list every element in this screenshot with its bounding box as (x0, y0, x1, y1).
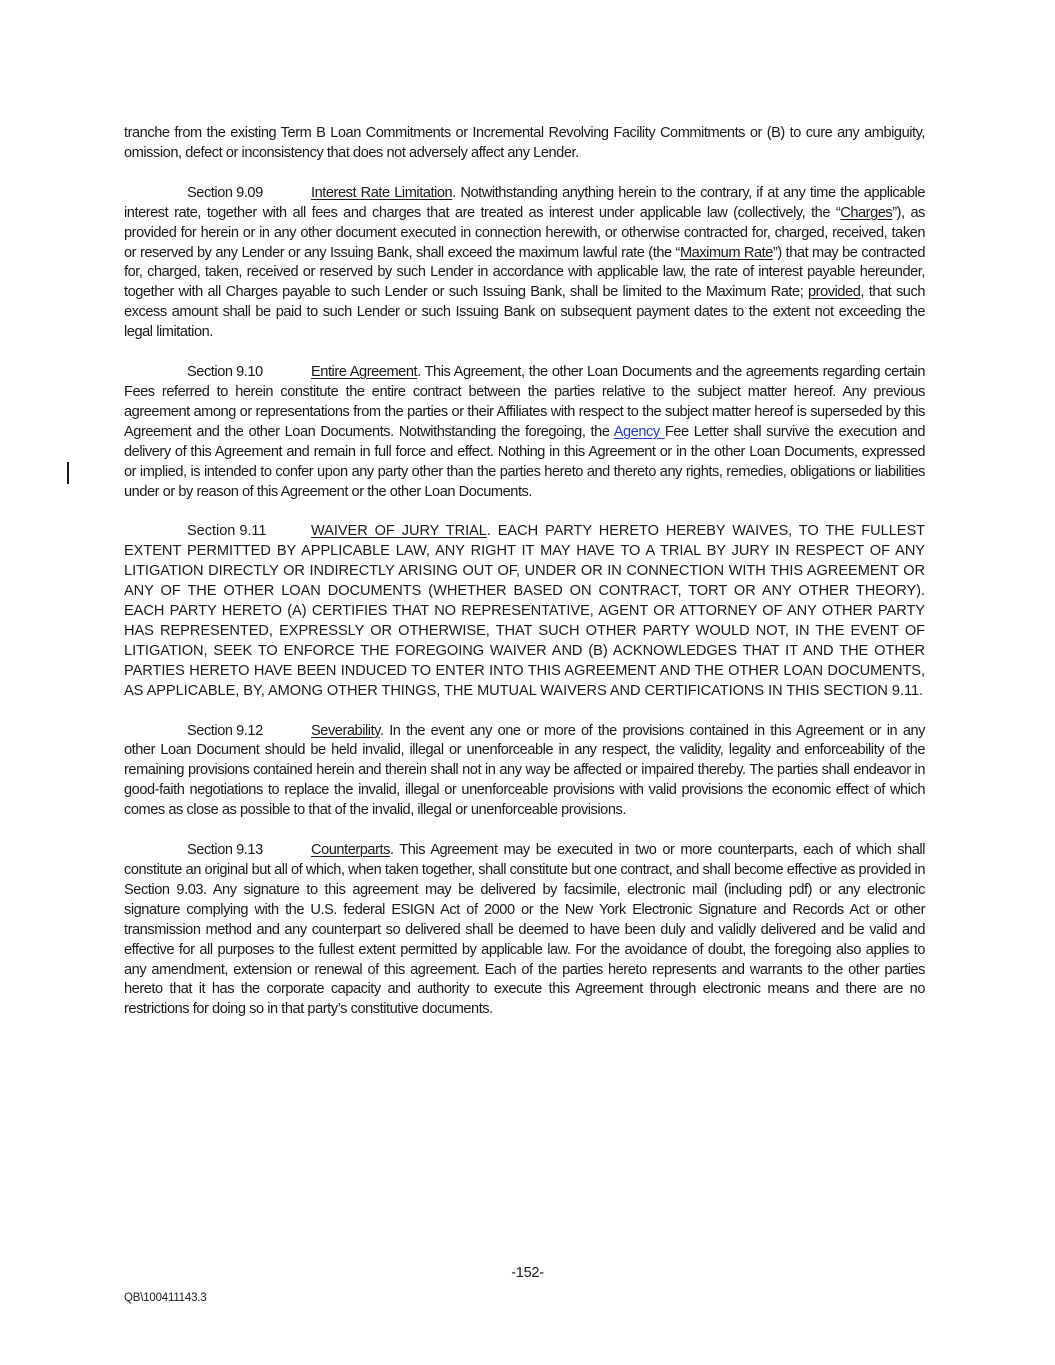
section-title: Severability (311, 722, 380, 739)
intro-paragraph (124, 124, 925, 164)
section-9-09 (124, 184, 925, 343)
agency-link[interactable]: Agency (613, 423, 665, 440)
section-text: . EACH PARTY HERETO HEREBY WAIVES, TO THE FULLEST EXTENT PERMITTED BY APPLICABLE LAW, ANY RIGHT IT MAY HAVE TO A TRIAL BY JURY IN RESPECT OF ANY LITIGATION DIRECTLY OR INDIRECTLY ARISING OUT OF, UNDER OR IN CONNECTION WITH THIS AGREEMENT OR ANY OF THE OTHER LOAN DOCUMENTS (WHETHER BASED ON CONTRACT, TORT OR ANY OTHER THEORY). EACH PARTY HERETO (A) CERTIFIES THAT NO REPRESENTATIVE, AGENT OR ATTORNEY OF ANY OTHER PARTY HAS REPRESENTED, EXPRESSLY OR OTHERWISE, THAT SUCH OTHER PARTY WOULD NOT, IN THE EVENT OF LITIGATION, SEEK TO ENFORCE THE FOREGOING WAIVER AND (B) ACKNOWLEDGES THAT IT AND THE OTHER PARTIES HERETO HAVE BEEN INDUCED TO ENTER INTO THIS AGREEMENT AND THE OTHER LOAN DOCUMENTS, AS APPLICABLE, BY, AMONG OTHER THINGS, THE MUTUAL WAIVERS AND CERTIFICATIONS IN THIS SECTION 9.11. (124, 523, 925, 699)
document-body (124, 124, 925, 1040)
intro-text: tranche from the existing Term B Loan Commitments or Incremental Revolving Facility Commitments or (B) to cure any ambiguity, omission, defect or inconsistency that does not adversely affect any Lender. (124, 125, 925, 161)
section-title: Interest Rate Limitation (311, 184, 453, 201)
section-text: . Notwithstanding anything herein to the contrary, if at any time the applicable interest rate, together with all fees and charges that are treated as interest under applicable law (collectively, the “ (124, 184, 926, 221)
section-text: Fee Letter shall survive the execution and delivery of this Agreement and remain in full force and effect. Nothing in this Agreement or in the other Loan Documents, expressed or implied, is intended to confer upon any party other than the parties hereto and thereto any rights, remedies, obligations or liabilities under or by reason of this Agreement or the other Loan Documents. (124, 423, 925, 500)
section-9-10 (124, 363, 925, 502)
section-text: , that such excess amount shall be paid to such Lender or such Issuing Bank on subsequent payment dates to the extent not exceeding the legal limitation. (124, 284, 925, 341)
section-number: Section 9.10 (187, 364, 263, 381)
section-text: ”), as provided for herein or in any other document executed in connection herewith, or otherwise contracted for, charged, received, taken or reserved by any Lender or any Issuing Bank, shall exceed the maximum lawful rate (the “ (124, 204, 925, 261)
revision-change-bar (67, 462, 69, 484)
section-text: ”) that may be contracted for, charged, taken, received or reserved by such Lender in accordance with applicable law, the rate of interest payable hereunder, together with all Charges payable to such Lender or such Issuing Bank, shall be limited to the Maximum Rate; (124, 244, 925, 301)
term-provided: provided (808, 284, 861, 301)
section-number: Section 9.13 (187, 842, 263, 859)
section-9-12 (124, 722, 925, 822)
section-number: Section 9.11 (187, 523, 267, 540)
section-text: . This Agreement, the other Loan Documents and the agreements regarding certain Fees referred to herein constitute the entire contract between the parties relative to the subject matter hereof. Any previous agreement among or representations from the parties or their Affiliates with respect to the subject matter hereof is superseded by this Agreement and the other Loan Documents. Notwithstanding the foregoing, the (124, 364, 925, 440)
page-number: -152- (511, 1265, 544, 1281)
section-title: WAIVER OF JURY TRIAL (311, 523, 487, 540)
section-text: . This Agreement may be executed in two or more counterparts, each of which shall constitute an original but all of which, when taken together, shall constitute but one contract, and shall become effective as provided in Section 9.03. Any signature to this agreement may be delivered by facsimile, electronic mail (including pdf) or any electronic signature complying with the U.S. federal ESIGN Act of 2000 or the New York Electronic Signature and Records Act or other transmission method and any counterpart so delivered shall be deemed to have been duly and validly delivered and be valid and effective for all purposes to the fullest extent permitted by applicable law. For the avoidance of doubt, the foregoing also applies to any amendment, extension or renewal of this agreement. Each of the parties hereto represents and warrants to the other parties hereto that it has the corporate capacity and authority to execute this Agreement through electronic means and there are no restrictions for doing so in that party’s constitutive documents. (124, 842, 925, 1018)
section-9-11 (124, 522, 925, 701)
section-number: Section 9.09 (187, 184, 263, 201)
section-text: . In the event any one or more of the provisions contained in this Agreement or in any other Loan Document should be held invalid, illegal or unenforceable in any respect, the validity, legality and enforceability of the remaining provisions contained herein and therein shall not in any way be affected or impaired thereby. The parties shall endeavor in good-faith negotiations to replace the invalid, illegal or unenforceable provisions with valid provisions the economic effect of which comes as close as possible to that of the invalid, illegal or unenforceable provisions. (124, 722, 925, 819)
section-title: Entire Agreement (311, 364, 418, 381)
section-title: Counterparts (311, 842, 390, 859)
defined-term-maximum-rate: Maximum Rate (679, 244, 773, 261)
section-9-13 (124, 841, 925, 1020)
defined-term-charges: Charges (840, 204, 893, 221)
section-number: Section 9.12 (187, 722, 263, 739)
document-id: QB\100411143.3 (124, 1292, 207, 1304)
